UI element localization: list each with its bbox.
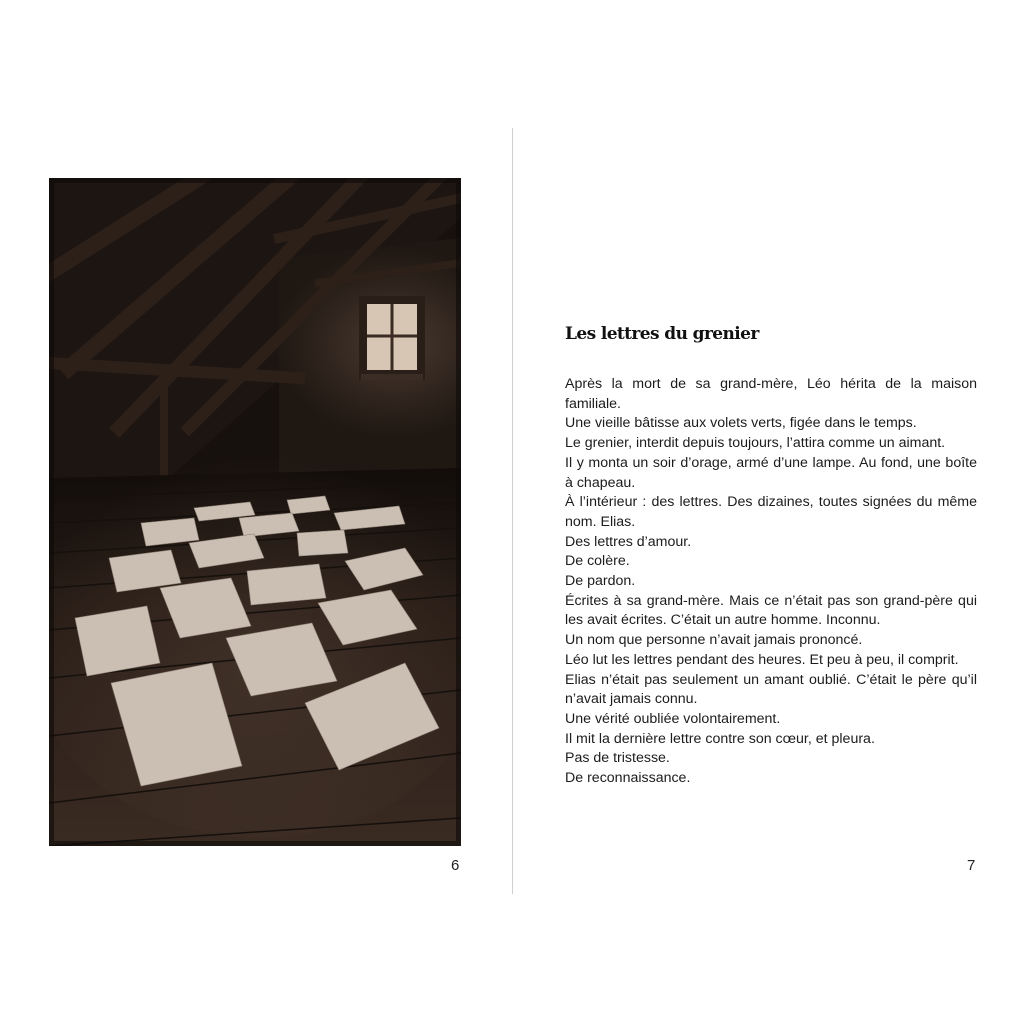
story-paragraph: Après la mort de sa grand-mère, Léo hérita de la maison familiale. — [565, 376, 977, 412]
chapter-title: Les lettres du grenier — [565, 324, 759, 344]
page-number-left: 6 — [451, 857, 460, 874]
story-paragraph: Le grenier, interdit depuis toujours, l’attira comme un aimant. — [565, 435, 946, 452]
story-paragraph: Une vieille bâtisse aux volets verts, figée dans le temps. — [565, 415, 917, 432]
attic-window — [359, 296, 425, 380]
story-paragraph: Pas de tristesse. — [565, 750, 670, 767]
story-paragraph: Elias n’était pas seulement un amant oublié. C’était le père qu’il n’avait jamais connu. — [565, 671, 977, 708]
story-paragraph: Des lettres d’amour. — [565, 533, 692, 550]
story-paragraph: Écrites à sa grand-mère. Mais ce n’était pas son grand-père qui les avait écrites. C’était un autre homme. Inconnu. — [565, 592, 977, 629]
story-paragraph: Léo lut les lettres pendant des heures. Et peu à peu, il comprit. — [565, 651, 959, 668]
story-paragraph: De colère. — [565, 553, 630, 570]
page-number-right: 7 — [967, 857, 976, 874]
story-paragraph: Il mit la dernière lettre contre son cœur, et pleura. — [565, 730, 875, 747]
story-paragraph: De pardon. — [565, 573, 636, 590]
story-paragraph: De reconnaissance. — [565, 770, 691, 787]
gutter-line — [512, 128, 513, 894]
story-paragraph: Il y monta un soir d’orage, armé d’une lampe. Au fond, une boîte à chapeau. — [565, 454, 977, 491]
story-body — [565, 375, 977, 789]
story-paragraph: Une vérité oubliée volontairement. — [565, 710, 781, 727]
story-paragraph: Un nom que personne n’avait jamais prononcé. — [565, 632, 863, 649]
story-paragraph: À l’intérieur : des lettres. Des dizaines, toutes signées du même nom. Elias. — [565, 494, 977, 530]
attic-illustration — [49, 178, 461, 846]
